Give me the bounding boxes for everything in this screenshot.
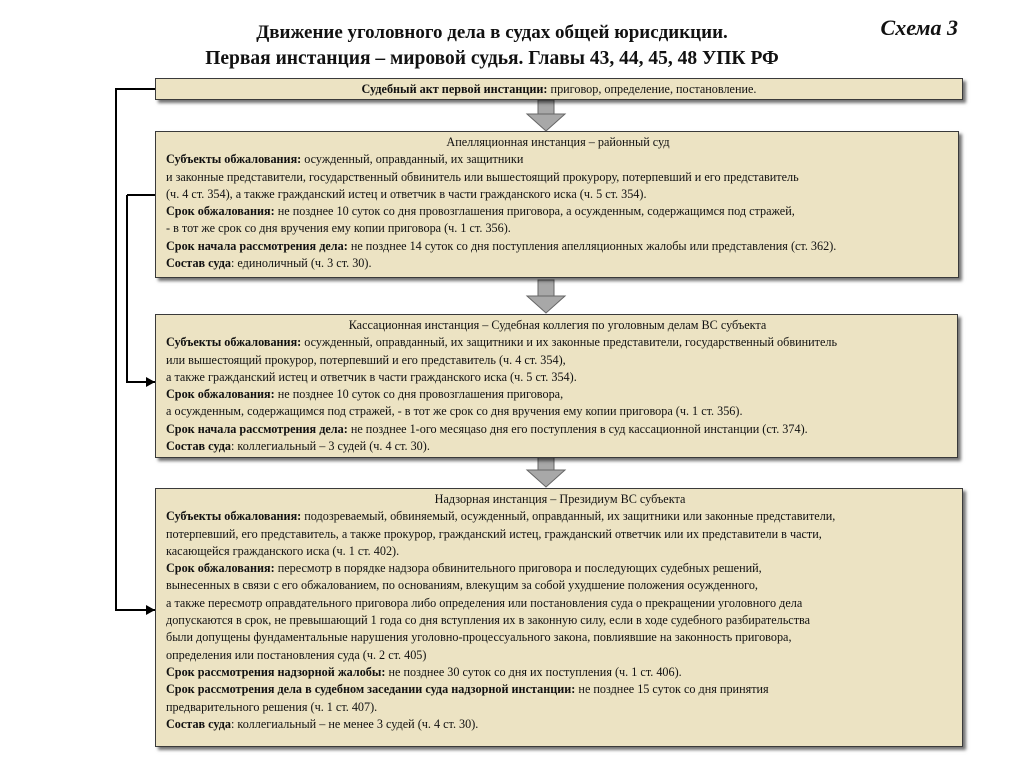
line-text: не позднее 15 суток со дня принятия (575, 682, 769, 697)
text-line (166, 647, 954, 664)
line-text: а также пересмотр оправдательного приговора либо определения или постановления суда о прекращении уголовного дела (166, 595, 803, 610)
text-line (166, 699, 954, 716)
line-text: и законные представители, государственный обвинитель или вышестоящий прокурору, потерпевший и его представитель (166, 169, 799, 184)
text-line (166, 352, 949, 369)
first-instance-label: Судебный акт первой инстанции: (361, 82, 548, 96)
scheme-label: Схема 3 (880, 15, 958, 40)
text-line (166, 716, 954, 733)
text-line (166, 421, 949, 438)
bold-label: Срок рассмотрения надзорной жалобы: (166, 664, 386, 679)
bold-label: Состав суда (166, 256, 231, 271)
bold-label: Срок рассмотрения дела в судебном заседании суда надзорной инстанции: (166, 682, 576, 697)
text-line (166, 664, 954, 681)
appeal-instance-lines (166, 151, 950, 272)
down-arrow-1 (527, 100, 565, 131)
bold-label: Срок обжалования: (166, 387, 275, 402)
first-instance-text: приговор, определение, постановление. (547, 82, 757, 96)
text-line (166, 238, 950, 255)
appeal-instance-box (155, 131, 959, 278)
bracket-arrowhead (146, 605, 155, 615)
line-text: или вышестоящий прокурор, потерпевший и его представитель (ч. 4 ст. 354), (166, 352, 566, 367)
text-line (166, 369, 949, 386)
line-text: - в тот же срок со дня вручения ему копии приговора (ч. 1 ст. 356). (166, 221, 511, 236)
line-text: не позднее 30 суток со дня их поступления (ч. 1 ст. 406). (385, 664, 682, 679)
diagram-title-line-1: Движение уголовного дела в судах общей юрисдикции. (256, 22, 728, 43)
line-text: касающейся гражданского иска (ч. 1 ст. 402). (166, 543, 400, 558)
down-arrow-2 (527, 280, 565, 313)
text-line (166, 577, 954, 594)
text-line (166, 169, 950, 186)
first-instance-box (155, 78, 963, 100)
line-text: осужденный, оправданный, их защитники (301, 152, 524, 167)
line-text: не позднее 10 суток со дня провозглашения приговора, а осужденным, содержащимся под стражей, (274, 204, 795, 219)
cassation-instance-lines (166, 334, 949, 455)
line-text: : коллегиальный – 3 судей (ч. 4 ст. 30). (231, 439, 430, 454)
line-text: : коллегиальный – не менее 3 судей (ч. 4 ст. 30). (231, 716, 479, 731)
text-line (166, 526, 954, 543)
text-line (166, 151, 950, 168)
text-line (166, 255, 950, 272)
bold-label: Срок начала рассмотрения дела: (166, 238, 348, 253)
line-text: подозреваемый, обвиняемый, осужденный, оправданный, их защитники или законные представители, (301, 509, 836, 524)
text-line (166, 386, 949, 403)
text-line (166, 595, 954, 612)
text-line (166, 334, 949, 351)
text-line (166, 220, 950, 237)
text-line (166, 543, 954, 560)
line-text: : единоличный (ч. 3 ст. 30). (231, 256, 372, 271)
text-line (166, 612, 954, 629)
line-text: не позднее 14 суток со дня поступления апелляционных жалобы или представления (ст. 362). (347, 238, 837, 253)
bold-label: Субъекты обжалования: (166, 335, 302, 350)
cassation-instance-heading: Кассационная инстанция – Судебная коллегия по уголовным делам ВС субъекта (348, 318, 767, 332)
line-text: допускаются в срок, не превышающий 1 года со дня вступления их в законную силу, если в ходе судебного разбирательства (166, 613, 811, 628)
line-text: осужденный, оправданный, их защитники и их законные представители, государственный обвинитель (301, 335, 838, 350)
bold-label: Субъекты обжалования: (166, 152, 302, 167)
line-text: а также гражданский истец и ответчик в части гражданского иска (ч. 5 ст. 354). (166, 369, 577, 384)
supervisory-instance-lines (166, 508, 954, 733)
line-text: а осужденным, содержащимся под стражей, - в тот же срок со дня вручения ему копии приговора (ч. 1 ст. 356). (166, 404, 743, 419)
supervisory-instance-heading: Надзорная инстанция – Президиум ВС субъекта (434, 492, 686, 506)
bracket-connector (116, 89, 155, 610)
line-text: определения или постановления суда (ч. 2 ст. 405) (166, 647, 427, 662)
text-line (166, 203, 950, 220)
bracket-arrowhead (146, 377, 155, 387)
bold-label: Субъекты обжалования: (166, 509, 302, 524)
bold-label: Срок обжалования: (166, 204, 275, 219)
line-text: не позднее 1-ого месяцаso дня его поступления в суд кассационной инстанции (ст. 374). (347, 421, 808, 436)
text-line (166, 508, 954, 525)
text-line (166, 403, 949, 420)
line-text: (ч. 4 ст. 354), а также гражданский истец и ответчик в части гражданского иска (ч. 5 ст. 354). (166, 186, 647, 201)
line-text: предварительного решения (ч. 1 ст. 407). (166, 699, 378, 714)
bold-label: Срок начала рассмотрения дела: (166, 421, 348, 436)
line-text: были допущены фундаментальные нарушения уголовно-процессуального закона, повлиявшие на законность приговора, (166, 630, 792, 645)
text-line (166, 438, 949, 455)
line-text: пересмотр в порядке надзора обвинительного приговора и последующих судебных решений, (274, 561, 762, 576)
appeal-instance-heading: Апелляционная инстанция – районный суд (446, 135, 670, 149)
supervisory-instance-box (155, 488, 963, 747)
line-text: потерпевший, его представитель, а также прокурор, гражданский истец, гражданский ответчик или их представители в части, (166, 526, 822, 541)
text-line (166, 560, 954, 577)
bold-label: Состав суда (166, 716, 231, 731)
cassation-instance-box (155, 314, 958, 458)
line-text: не позднее 10 суток со дня провозглашения приговора, (274, 387, 564, 402)
diagram-title-line-2: Первая инстанция – мировой судья. Главы 43, 44, 45, 48 УПК РФ (205, 48, 779, 69)
text-line (166, 186, 950, 203)
bracket-connector (127, 195, 155, 382)
bold-label: Срок обжалования: (166, 561, 275, 576)
text-line (166, 681, 954, 698)
line-text: вынесенных в связи с его обжалованием, по основаниям, влекущим за собой ухудшение положения осужденного, (166, 578, 758, 593)
text-line (166, 629, 954, 646)
bold-label: Состав суда (166, 439, 231, 454)
